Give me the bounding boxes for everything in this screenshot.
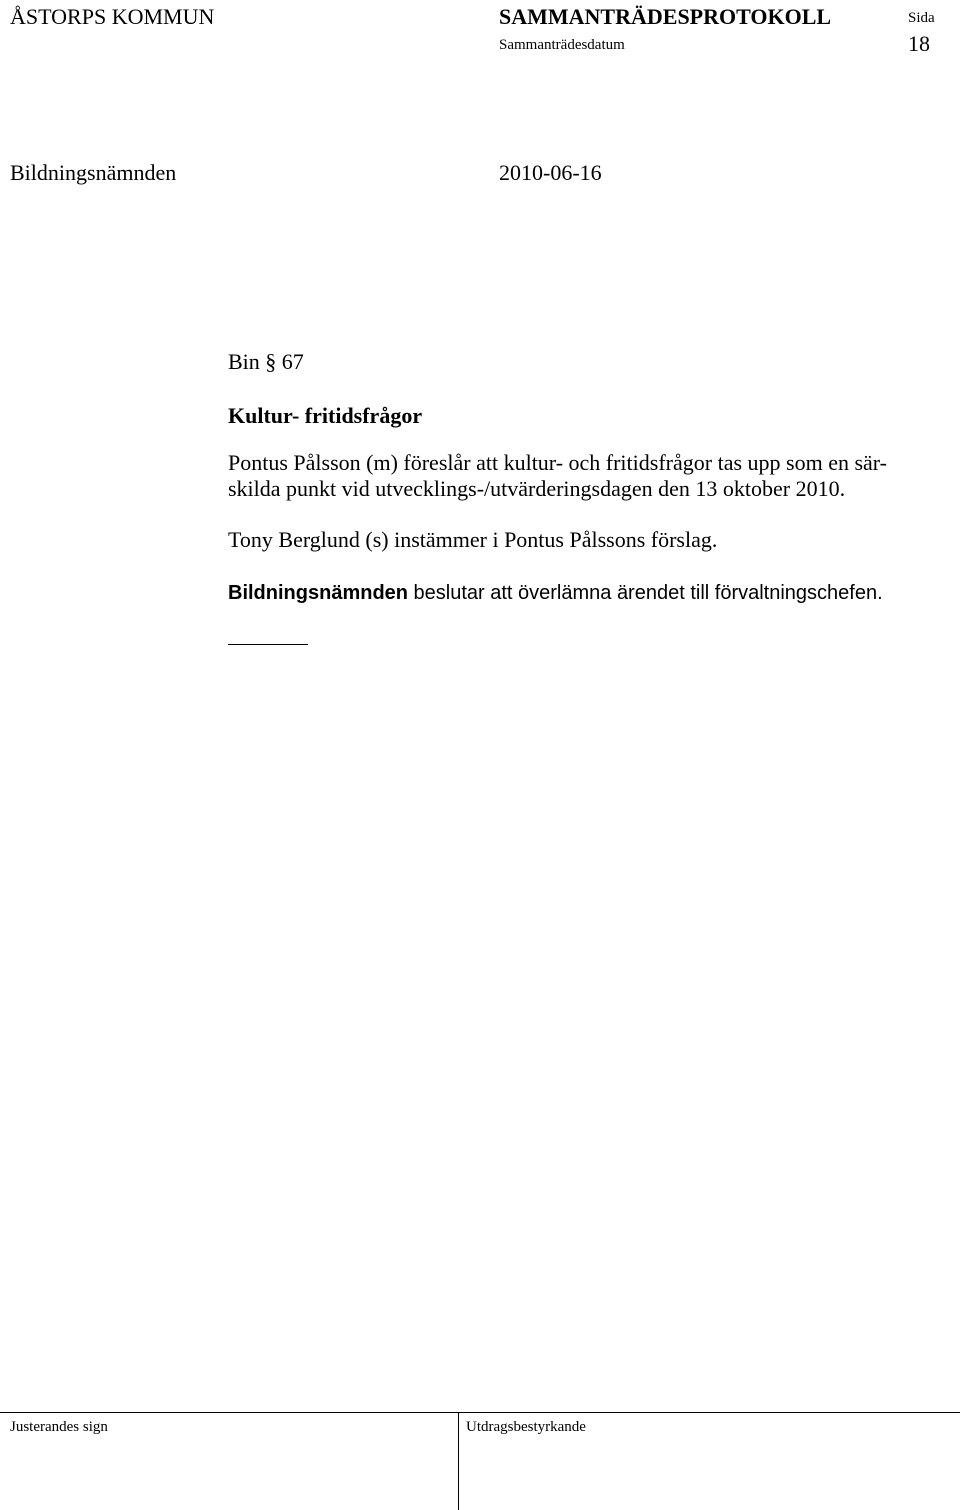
document-type: SAMMANTRÄDESPROTOKOLL (499, 4, 832, 29)
signature-label: Justerandes sign (10, 1419, 108, 1435)
section-title: Kultur- fritidsfrågor (228, 403, 423, 428)
proposal-line-2: skilda punkt vid utvecklings-/utvärderingsdagen den 13 oktober 2010. (228, 476, 846, 501)
committee-name: Bildningsnämnden (10, 160, 177, 185)
decision-text: beslutar att överlämna ärendet till förvaltningschefen. (413, 582, 883, 604)
organization-name: ÅSTORPS KOMMUN (10, 4, 215, 29)
proposal-line-1: Pontus Pålsson (m) föreslår att kultur- och fritidsfrågor tas upp som en sär- (228, 450, 887, 475)
meeting-date: 2010-06-16 (499, 160, 602, 185)
section-content (228, 348, 948, 645)
section-end-rule (228, 644, 308, 645)
section-number: Bin § 67 (228, 349, 304, 374)
footer-divider (458, 1413, 459, 1510)
page-label: Sida (908, 10, 935, 26)
page-number: 18 (908, 31, 930, 56)
decision-committee: Bildningsnämnden (228, 582, 408, 604)
agreement-paragraph: Tony Berglund (s) instämmer i Pontus Pålssons förslag. (228, 527, 718, 552)
proposal-paragraph (228, 450, 948, 502)
decision-paragraph (228, 579, 948, 606)
extract-label: Utdragsbestyrkande (466, 1419, 586, 1435)
footer-top-rule (0, 1412, 960, 1413)
meeting-date-label: Sammanträdesdatum (499, 37, 625, 53)
